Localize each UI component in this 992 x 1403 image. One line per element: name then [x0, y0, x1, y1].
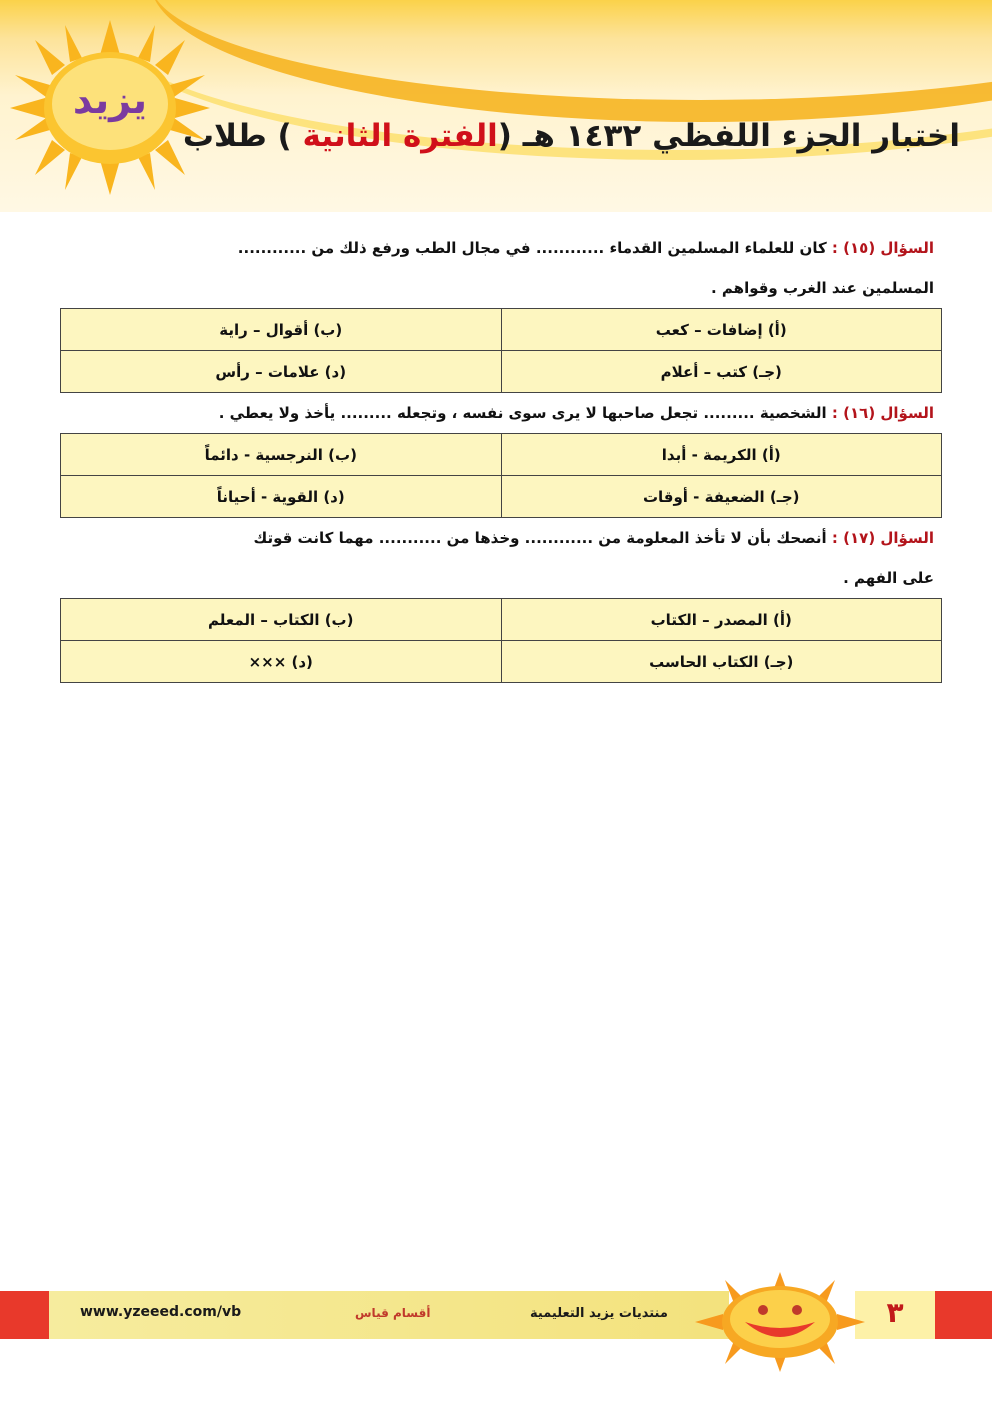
option-a[interactable]: (أ) الكريمة - أبدا: [501, 434, 942, 476]
logo-text: يزيد: [72, 78, 148, 122]
footer-forum-name: منتديات يزيد التعليمية: [530, 1306, 668, 1321]
option-c[interactable]: (جـ) الضعيفة - أوقات: [501, 476, 942, 518]
options-table-15: [60, 308, 942, 393]
option-d[interactable]: (د) علامات – رأس: [61, 351, 502, 393]
option-b[interactable]: (ب) الكتاب – المعلم: [61, 599, 502, 641]
option-c[interactable]: (جـ) الكتاب الحاسب: [501, 641, 942, 683]
title-part1: اختبار الجزء اللفظي ١٤٣٢ هـ (: [497, 118, 960, 154]
options-table-17: [60, 598, 942, 683]
option-c[interactable]: (جـ) كتب – أعلام: [501, 351, 942, 393]
footer-accent-left: [0, 1291, 49, 1339]
question-continuation: على الفهم .: [843, 569, 934, 587]
question-15: [60, 228, 934, 308]
question-17: [60, 518, 934, 598]
footer-section-label: أقسام قياس: [355, 1306, 431, 1320]
question-label: السؤال (١٧) :: [831, 529, 934, 547]
question-text: أنصحك بأن لا تأخذ المعلومة من ............ وخذها من ........... مهما كانت قوتك: [253, 529, 832, 547]
page-header: [0, 0, 992, 212]
question-continuation: المسلمين عند الغرب وقواهم .: [710, 279, 934, 297]
questions-area: [60, 228, 934, 683]
question-16: [60, 393, 934, 433]
page-number: ٣: [886, 1296, 904, 1329]
title-part2: ) طلاب: [182, 118, 303, 154]
option-b[interactable]: (ب) النرجسية - دائماً: [61, 434, 502, 476]
footer-url-link[interactable]: www.yzeeed.com/vb: [80, 1304, 242, 1320]
option-d[interactable]: (د) ×××: [61, 641, 502, 683]
footer-sun-icon: [695, 1272, 865, 1372]
question-label: السؤال (١٦) :: [831, 404, 934, 422]
footer-accent-right: [935, 1291, 992, 1339]
title-highlight: الفترة الثانية: [302, 118, 498, 154]
question-text: الشخصية ......... تجعل صاحبها لا يرى سوى نفسه ، وتجعله ......... يأخذ ولا يعطي .: [218, 404, 832, 422]
options-table-16: [60, 433, 942, 518]
option-d[interactable]: (د) القوية - أحياناً: [61, 476, 502, 518]
question-text: كان للعلماء المسلمين القدماء ............ في مجال الطب ورفع ذلك من ............: [237, 239, 832, 257]
option-b[interactable]: (ب) أقوال – راية: [61, 309, 502, 351]
option-a[interactable]: (أ) إضافات – كعب: [501, 309, 942, 351]
page-title: [183, 118, 960, 154]
question-label: السؤال (١٥) :: [831, 239, 934, 257]
option-a[interactable]: (أ) المصدر – الكتاب: [501, 599, 942, 641]
